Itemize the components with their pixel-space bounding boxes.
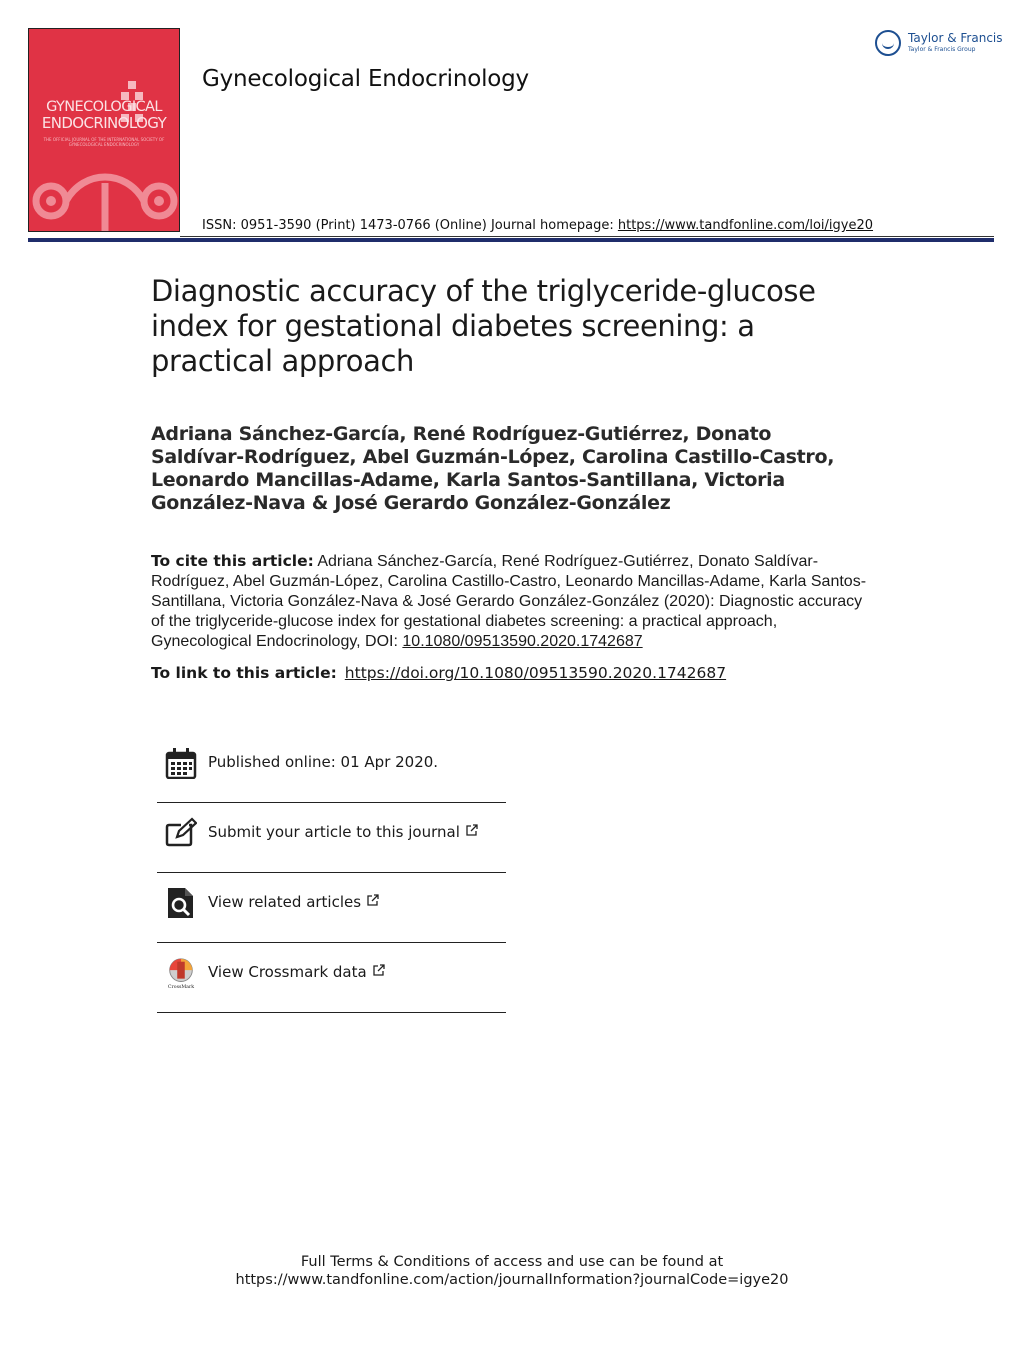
taylor-francis-logo[interactable] bbox=[875, 30, 1003, 60]
cover-ornament bbox=[29, 149, 180, 232]
article-link-label: To link to this article: bbox=[151, 664, 337, 682]
external-link-icon bbox=[367, 894, 379, 906]
article-doi-link[interactable]: https://doi.org/10.1080/09513590.2020.1742687 bbox=[344, 664, 727, 682]
header-divider-thin bbox=[180, 236, 994, 237]
issn-text: ISSN: 0951-3590 (Print) 1473-0766 (Online) Journal homepage: bbox=[202, 218, 618, 233]
view-related-articles-link[interactable] bbox=[157, 873, 506, 943]
submit-article-text: Submit your article to this journal bbox=[208, 823, 478, 841]
citation-label: To cite this article: bbox=[151, 552, 314, 570]
edit-icon bbox=[165, 817, 197, 849]
citation-text: Adriana Sánchez-García, René Rodríguez-Gutiérrez, Donato Saldívar-Rodríguez, Abel Guzmán-López, Carolina Castillo-Castro, Leonardo Mancillas-Adame, Karla Santos-Santillana, Victoria González-Nava & José Gerardo González-González (2020): Diagnostic accuracy of the triglyceride-glucose index for gestational diabetes screening: a practical approach, Gynecological Endocrinology, DOI: bbox=[151, 553, 867, 650]
article-link-line bbox=[151, 664, 726, 682]
citation-doi-link[interactable]: 10.1080/09513590.2020.1742687 bbox=[402, 633, 643, 650]
terms-url[interactable]: https://www.tandfonline.com/action/journalInformation?journalCode=igye20 bbox=[235, 1272, 789, 1288]
publisher-group: Taylor & Francis Group bbox=[908, 46, 976, 53]
submit-article-link[interactable] bbox=[157, 803, 506, 873]
citation-block bbox=[151, 551, 876, 652]
document-search-icon bbox=[165, 887, 197, 919]
publisher-name: Taylor & Francis bbox=[908, 31, 1003, 45]
view-crossmark-text: View Crossmark data bbox=[208, 963, 385, 981]
calendar-icon bbox=[165, 747, 197, 779]
article-authors: Adriana Sánchez-García, René Rodríguez-Gutiérrez, Donato Saldívar-Rodríguez, Abel Guzmán-López, Carolina Castillo-Castro, Leonardo Mancillas-Adame, Karla Santos-Santillana, Victoria González-Nava & José Gerardo González-González bbox=[151, 423, 835, 514]
external-link-icon bbox=[373, 964, 385, 976]
external-link-icon bbox=[466, 824, 478, 836]
header-divider-thick bbox=[28, 238, 994, 242]
publisher-logo-icon bbox=[875, 30, 901, 56]
view-related-text: View related articles bbox=[208, 893, 379, 911]
terms-footer bbox=[0, 1253, 1024, 1289]
view-crossmark-link[interactable] bbox=[157, 943, 506, 1013]
journal-name[interactable]: Gynecological Endocrinology bbox=[202, 66, 529, 92]
crossmark-icon bbox=[165, 957, 197, 989]
issn-line bbox=[202, 218, 873, 233]
journal-homepage-link[interactable]: https://www.tandfonline.com/loi/igye20 bbox=[617, 218, 874, 233]
published-online-text: Published online: 01 Apr 2020. bbox=[208, 753, 439, 771]
journal-cover-image bbox=[28, 28, 180, 232]
article-title: Diagnostic accuracy of the triglyceride-glucose index for gestational diabetes screening: a practical approach bbox=[151, 274, 816, 378]
cover-title: GYNECOLOGICAL ENDOCRINOLOGY bbox=[41, 99, 167, 132]
crossmark-caption: CrossMark bbox=[167, 985, 195, 989]
terms-line: Full Terms & Conditions of access and use can be found at bbox=[300, 1254, 724, 1270]
published-online-row bbox=[157, 733, 506, 803]
cover-subtitle: THE OFFICIAL JOURNAL OF THE INTERNATIONAL SOCIETY OF GYNECOLOGICAL ENDOCRINOLOGY bbox=[43, 137, 165, 147]
article-actions-list bbox=[157, 733, 506, 1013]
